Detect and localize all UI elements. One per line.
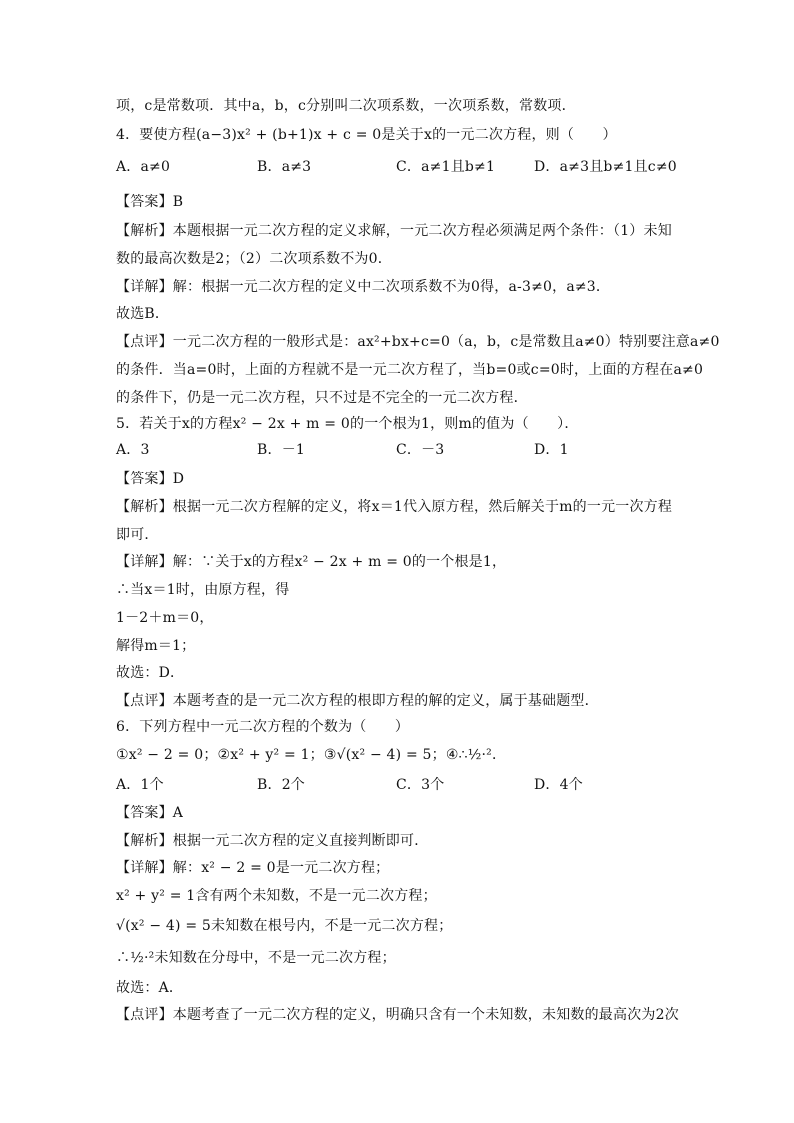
choice-text: 故选B． bbox=[116, 306, 170, 322]
text-line: 项，c是常数项．其中a，b，c分别叫二次项系数，一次项系数，常数项． bbox=[116, 98, 576, 114]
option-d: D．a≠3且b≠1且c≠0 bbox=[534, 159, 677, 175]
comment-text: 的条件下，仍是一元二次方程，只不过是不完全的一元二次方程． bbox=[116, 390, 528, 406]
option-d: D．4个 bbox=[534, 777, 583, 793]
detail-text: 【详解】解：x² − 2 = 0是一元二次方程； bbox=[116, 860, 390, 876]
comment-text: 【点评】本题考查了一元二次方程的定义，明确只含有一个未知数，未知数的最高次为2次 bbox=[116, 1007, 679, 1023]
option-b: B．－1 bbox=[257, 442, 305, 458]
detail-text: 1－2＋m＝0， bbox=[116, 610, 214, 626]
option-a: A．1个 bbox=[116, 777, 164, 793]
comment-text: 的条件．当a=0时，上面的方程就不是一元二次方程了，当b=0或c=0时，上面的方程在a≠0 bbox=[116, 362, 704, 378]
choice-text: 故选：A． bbox=[116, 980, 184, 996]
analysis-text: 【解析】根据一元二次方程解的定义，将x＝1代入原方程，然后解关于m的一元一次方程 bbox=[116, 499, 673, 515]
question-5: 5．若关于x的方程x² − 2x + m = 0的一个根为1，则m的值为（ ）． bbox=[116, 416, 579, 432]
question-4: 4．要使方程(a−3)x² + (b+1)x + c = 0是关于x的一元二次方程，则（ ） bbox=[116, 127, 617, 143]
comment-text: 【点评】一元二次方程的一般形式是：ax²+bx+c=0（a，b，c是常数且a≠0）特别要注意a≠0 bbox=[116, 334, 720, 350]
option-b: B．2个 bbox=[257, 777, 305, 793]
choice-text: 故选：D． bbox=[116, 665, 185, 681]
analysis-text: 数的最高次数是2；（2）二次项系数不为0． bbox=[116, 251, 392, 267]
option-c: C．3个 bbox=[396, 777, 445, 793]
option-a: A．3 bbox=[116, 442, 150, 458]
detail-text: √(x² − 4) = 5未知数在根号内，不是一元二次方程； bbox=[116, 918, 453, 934]
answer-label: 【答案】D bbox=[116, 471, 185, 487]
comment-text: 【点评】本题考查的是一元二次方程的根即方程的解的定义，属于基础题型． bbox=[116, 693, 599, 709]
detail-text: 解得m＝1； bbox=[116, 638, 196, 654]
option-c: C．a≠1且b≠1 bbox=[396, 159, 496, 175]
detail-text: x² + y² = 1含有两个未知数，不是一元二次方程； bbox=[116, 888, 437, 904]
analysis-text: 即可． bbox=[116, 527, 159, 543]
question-6: 6．下列方程中一元二次方程的个数为（ ） bbox=[116, 719, 410, 735]
analysis-text: 【解析】本题根据一元二次方程的定义求解，一元二次方程必须满足两个条件：（1）未知 bbox=[116, 223, 672, 239]
detail-text: ∴当x＝1时，由原方程，得 bbox=[116, 582, 290, 598]
option-a: A．a≠0 bbox=[116, 159, 171, 175]
option-d: D．1 bbox=[534, 442, 569, 458]
equation-list: ①x² − 2 = 0；②x² + y² = 1；③√(x² − 4) = 5；④∴½·²． bbox=[116, 747, 507, 763]
option-c: C．－3 bbox=[396, 442, 445, 458]
answer-label: 【答案】A bbox=[116, 805, 184, 821]
detail-text: 【详解】解：根据一元二次方程的定义中二次项系数不为0得，a-3≠0，a≠3． bbox=[116, 279, 611, 295]
analysis-text: 【解析】根据一元二次方程的定义直接判断即可． bbox=[116, 833, 429, 849]
answer-label: 【答案】B bbox=[116, 194, 184, 210]
option-b: B．a≠3 bbox=[257, 159, 312, 175]
detail-text: 【详解】解：∵关于x的方程x² − 2x + m = 0的一个根是1， bbox=[116, 554, 507, 570]
detail-text: ∴½·²未知数在分母中，不是一元二次方程； bbox=[116, 950, 396, 966]
